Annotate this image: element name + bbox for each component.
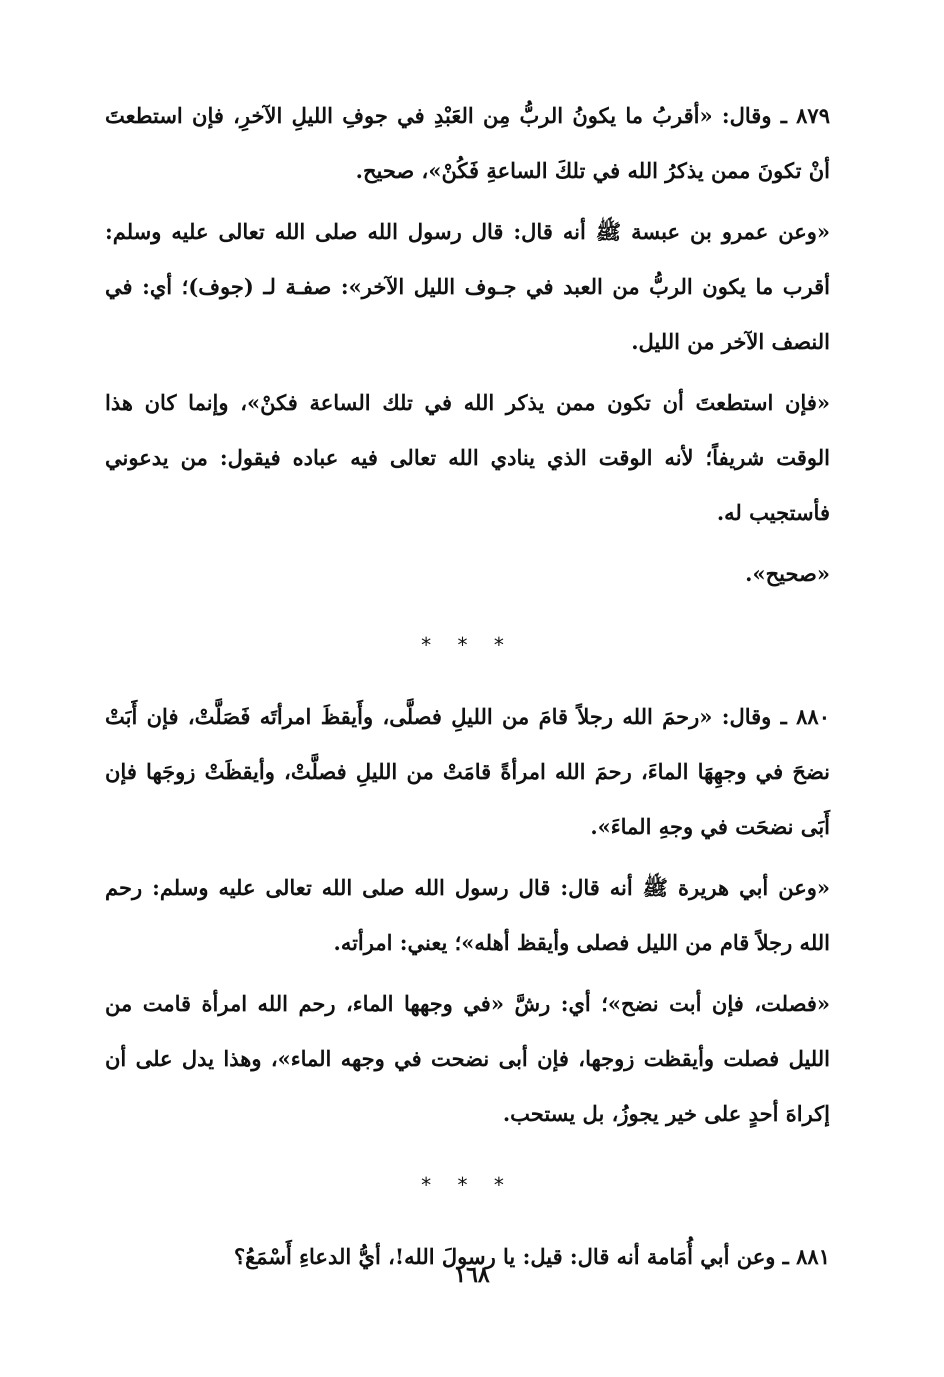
hadith-881: ٨٨١ ـ وعن أبي أُمَامة أنه قال: قيل: يا رسولَ الله!، أيُّ الدعاءِ أَسْمَعُ؟ xyxy=(233,1244,830,1269)
commentary-879-2: «فإن استطعتَ أن تكون ممن يذكر الله في تلك الساعة فكنْ»، وإنما كان هذا الوقت شريفاً؛ لأنه الوقت الذي ينادي الله تعالى فيه عباده فيقول: من يدعوني فأستجيب له. xyxy=(105,390,830,525)
commentary-879-1: «وعن عمرو بن عبسة ﷺ أنه قال: قال رسول الله صلى الله تعالى عليه وسلم: أقرب ما يكون الربُّ من العبد في جـوف الليل الآخر»: صفـة لـ (جوف)؛ أي: في النصف الآخر من الليل. xyxy=(105,219,830,354)
commentary-879-3: «صحيح». xyxy=(745,561,830,586)
commentary-880-2: «فصلت، فإن أبت نضح»؛ أي: رشَّ «في وجهها الماء، رحم الله امرأة قامت من الليل فصلت وأيقظت زوجها، فإن أبى نضحت في وجهه الماء»، وهذا يدل على أن إكراهَ أحدٍ على خير يجوزُ، بل يستحب. xyxy=(105,991,830,1126)
commentary-880-1: «وعن أبي هريرة ﷺ أنه قال: قال رسول الله صلى الله تعالى عليه وسلم: رحم الله رجلاً قام من الليل فصلى وأيقظ أهله»؛ يعني: امرأته. xyxy=(105,875,830,955)
hadith-880: ٨٨٠ ـ وقال: «رحمَ الله رجلاً قامَ من الليلِ فصلَّى، وأَيقظَ امرأتَه فَصَلَّتْ، فإن أَبَتْ نضحَ في وجهِهَا الماءَ، رحمَ الله امرأةً قامَتْ من الليلِ فصلَّتْ، وأيقظَتْ زوجَها فإن أَبَى نضحَت في وجهِ الماءَ». xyxy=(105,704,830,839)
hadith-879: ٨٧٩ ـ وقال: «أقربُ ما يكونُ الربُّ مِن العَبْدِ في جوفِ الليلِ الآخرِ، فإن استطعتَ أنْ تكونَ ممن يذكرُ الله في تلكَ الساعةِ فَكُنْ»، صحيح. xyxy=(105,103,830,183)
page-body xyxy=(105,88,830,1284)
section-separator-2: * * * xyxy=(421,1173,514,1197)
page-number: ١٦٨ xyxy=(454,1262,490,1288)
section-separator-1: * * * xyxy=(421,633,514,657)
